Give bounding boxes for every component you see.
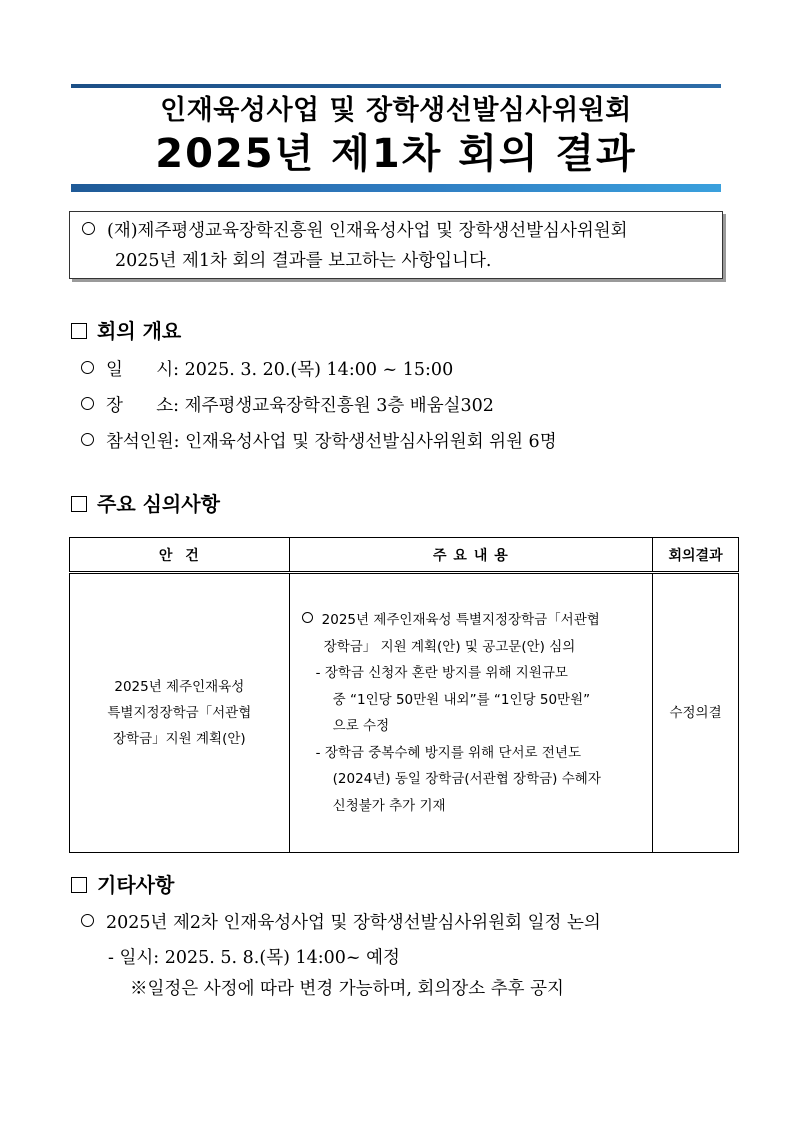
overview-item-attendees: 참석인원: 인재육성사업 및 장학생선발심사위원회 위원 6명 <box>81 430 557 454</box>
overview-item-location: 장 소: 제주평생교육장학진흥원 3층 배움실302 <box>81 394 494 418</box>
section-heading-deliberation: 주요 심의사항 <box>71 492 220 516</box>
table-row <box>70 573 739 853</box>
result-cell: 수정의결 <box>653 573 739 853</box>
header-bottom-rule <box>71 184 721 192</box>
deliberation-table <box>69 537 739 853</box>
other-sub-item: - 일시: 2025. 5. 8.(목) 14:00~ 예정 <box>108 948 400 968</box>
table-header-row <box>70 538 739 573</box>
circle-bullet-icon <box>81 433 94 446</box>
summary-line-2: 2025년 제1차 회의 결과를 보고하는 사항입니다. <box>115 251 492 271</box>
column-header-result: 회의결과 <box>653 538 739 573</box>
section-heading-other: 기타사항 <box>71 873 174 897</box>
circle-bullet-icon <box>81 914 94 927</box>
section-heading-overview: 회의 개요 <box>71 319 181 343</box>
square-bullet-icon <box>71 323 87 339</box>
summary-line-1: (재)제주평생교육장학진흥원 인재육성사업 및 장학생선발심사위원회 <box>107 221 628 241</box>
content-cell: 2025년 제주인재육성 특별지정장학금「서관협 장학금」 지원 계획(안) 및 공고문(안) 심의 - 장학금 신청자 혼란 방지를 위해 지원규모 중 “1인당 50만원 내외”를 “1인당 50만원” 으로 수정 - 장학금 중복수혜 방지를 위해 단서로 전년도 (2024년) 동일 장학금(서관협 장학금) 수혜자 신청불가 추가 기재 <box>289 573 652 853</box>
circle-bullet-icon <box>302 612 313 623</box>
circle-bullet-icon <box>82 222 95 235</box>
other-note: ※일정은 사정에 따라 변경 가능하며, 회의장소 추후 공지 <box>130 979 564 999</box>
summary-box <box>69 211 723 279</box>
header-top-rule <box>71 84 721 88</box>
square-bullet-icon <box>71 877 87 893</box>
agenda-cell: 2025년 제주인재육성 특별지정장학금「서관협 장학금」지원 계획(안) <box>70 573 290 853</box>
circle-bullet-icon <box>81 397 94 410</box>
circle-bullet-icon <box>81 361 94 374</box>
other-item: 2025년 제2차 인재육성사업 및 장학생선발심사위원회 일정 논의 <box>81 911 601 935</box>
overview-item-datetime: 일 시: 2025. 3. 20.(목) 14:00 ~ 15:00 <box>81 358 453 382</box>
column-header-content: 주 요 내 용 <box>289 538 652 573</box>
title-line-1: 인재육성사업 및 장학생선발심사위원회 <box>160 95 632 126</box>
square-bullet-icon <box>71 496 87 512</box>
document-header <box>71 84 721 192</box>
column-header-agenda: 안 건 <box>70 538 290 573</box>
title-line-2: 2025년 제1차 회의 결과 <box>155 131 637 177</box>
